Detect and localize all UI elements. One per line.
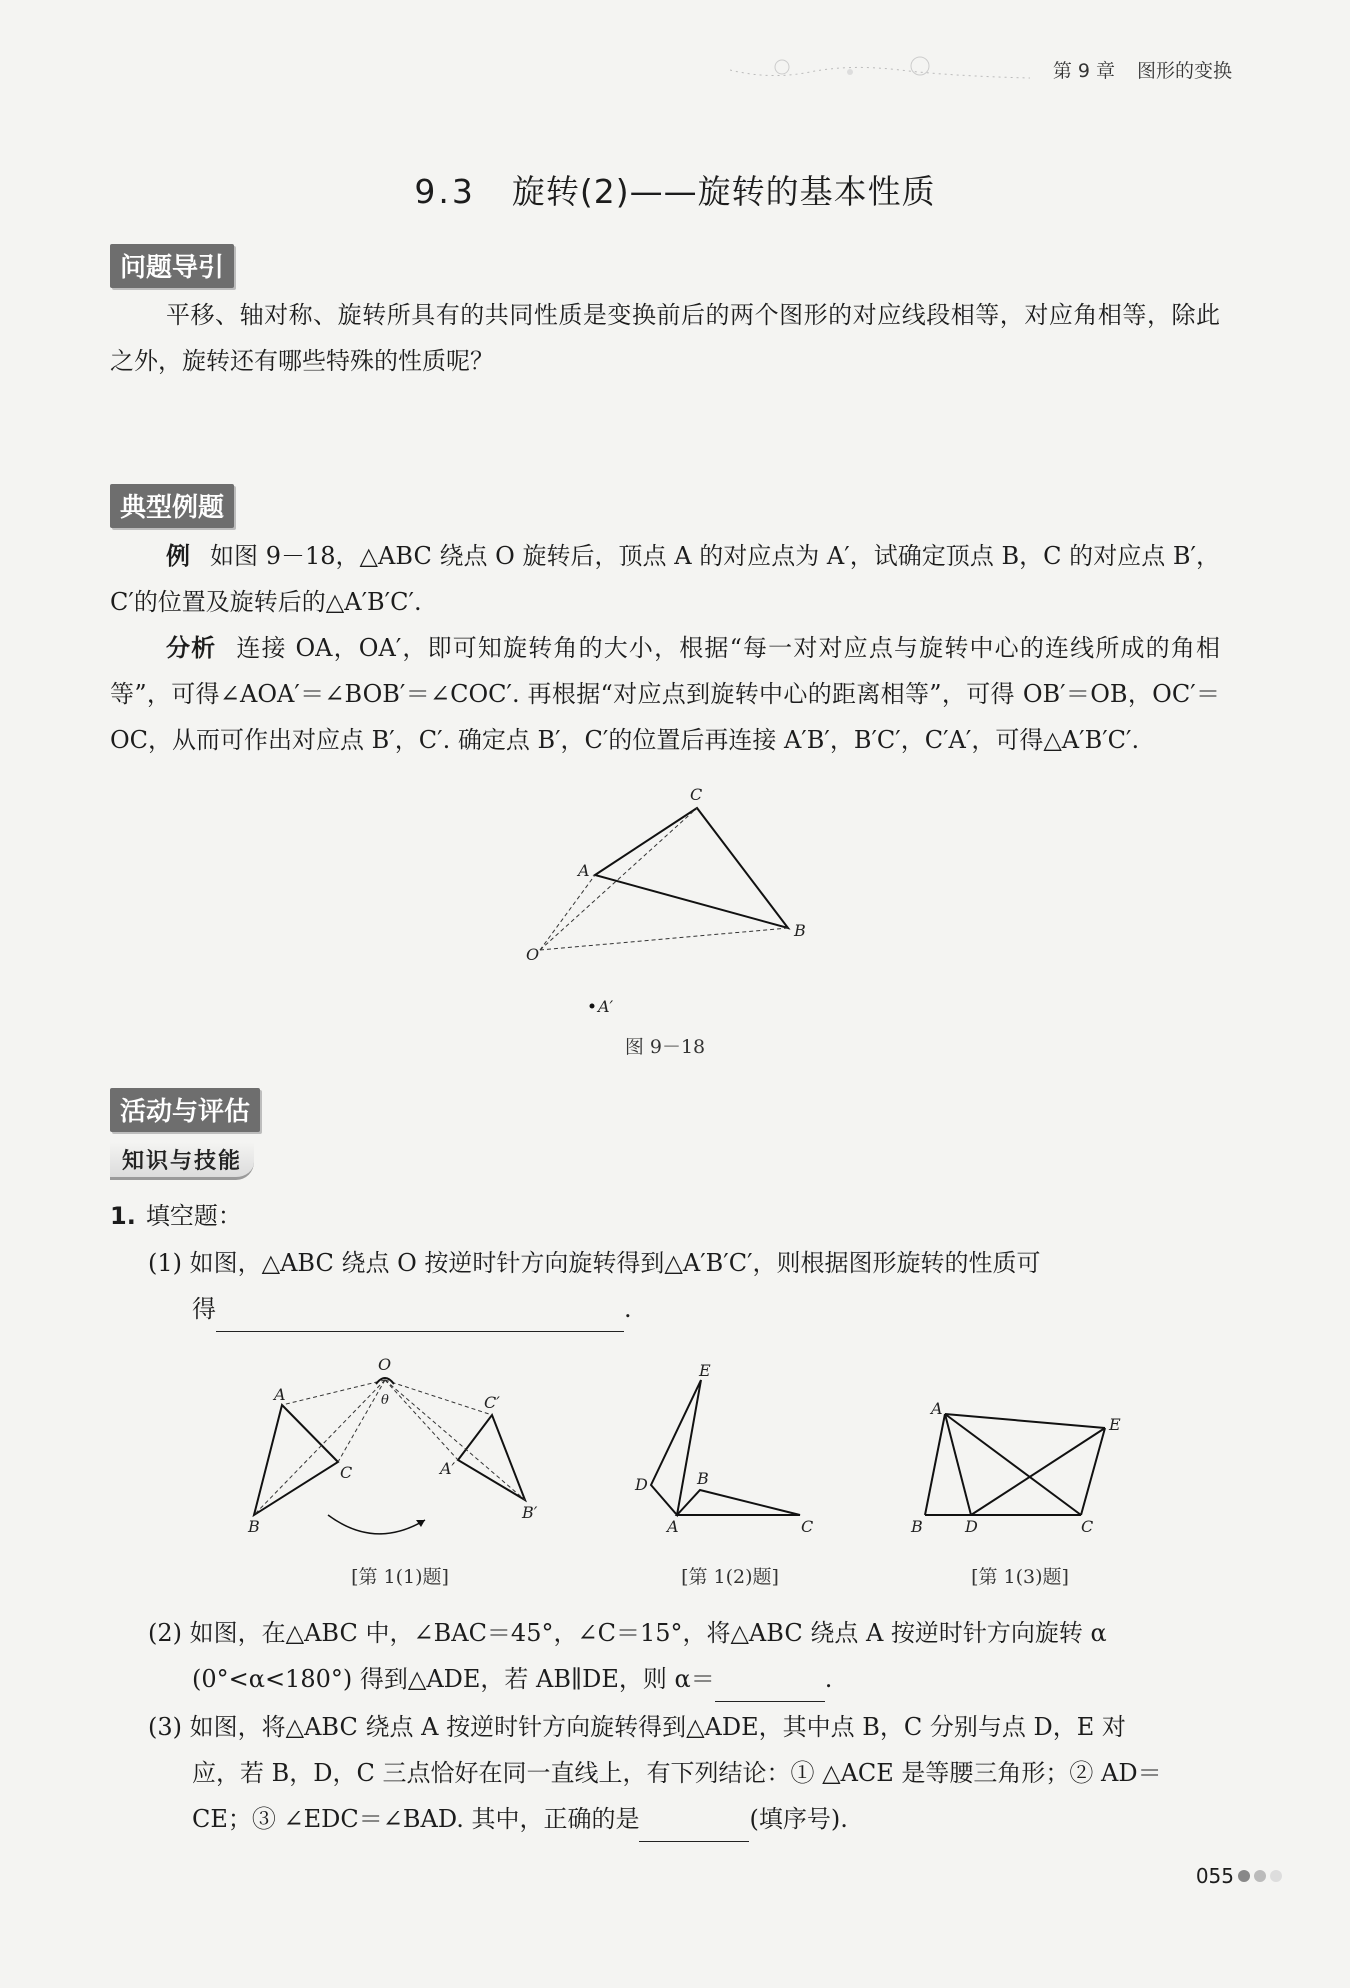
fig2-label-c: C [801, 1517, 814, 1536]
label-a-prime: A′ [598, 997, 614, 1016]
fig3-label-e: E [1109, 1415, 1121, 1434]
label-o: O [526, 945, 540, 964]
figure-9-18 [510, 780, 810, 1030]
intro-paragraph: 平移、轴对称、旋转所具有的共同性质是变换前后的两个图形的对应线段相等，对应角相等，除此之外，旋转还有哪些特殊的性质呢？ [110, 301, 1220, 375]
question-1-3-text2: 应，若 B，D，C 三点恰好在同一直线上，有下列结论：① △ACE 是等腰三角形；② AD＝ [192, 1759, 1162, 1787]
segment-ob [540, 928, 788, 950]
page-number [1196, 1864, 1282, 1888]
answer-blank-1-2[interactable] [715, 1671, 825, 1702]
analysis-text: 连接 OA，OA′，即可知旋转角的大小，根据“每一对对应点与旋转中心的连线所成的角相等”，可得∠AOA′＝∠BOB′＝∠COC′. 再根据“对应点到旋转中心的距离相等”，可得 OB′＝OB，OC′＝OC，从而可作出对应点 B′，C′. 确定点 B′，C′的位置后再连接 A′B′，B′C′，C′A′，可得△A′B′C′. [110, 634, 1220, 754]
analysis-paragraph [110, 625, 1220, 763]
fig3-label-c: C [1081, 1517, 1094, 1536]
question-1-number: 1. [110, 1202, 136, 1230]
tag-skills: 知识与技能 [110, 1142, 254, 1180]
figure-1-2-caption: [第 1(2)题] [681, 1566, 779, 1588]
segment-oc [540, 808, 697, 950]
page-dot-icon [1254, 1870, 1266, 1882]
section-title [0, 166, 1350, 213]
label-a: A [578, 861, 590, 880]
fig3-label-a: A [931, 1400, 943, 1418]
tag-activity: 活动与评估 [110, 1088, 260, 1132]
page-number-text: 055 [1195, 1864, 1234, 1888]
triangle-abc-fig1 [254, 1405, 338, 1515]
tag-intro: 问题导引 [110, 244, 234, 288]
section-title-text: 旋转(2)——旋转的基本性质 [511, 172, 936, 211]
page-dot-icon [1238, 1870, 1250, 1882]
label-c: C [690, 785, 703, 804]
header-topic: 图形的变换 [1136, 60, 1232, 82]
fig3-label-d: D [965, 1517, 978, 1536]
fig2-label-b: B [697, 1469, 709, 1488]
point-a-prime [590, 1004, 595, 1009]
fig1-label-o: O [378, 1355, 392, 1374]
question-1-2 [148, 1610, 1220, 1702]
fig1-label-a-prime: A′ [440, 1459, 456, 1478]
figure-1-3-caption: [第 1(3)题] [971, 1566, 1069, 1588]
triangle-abc [595, 808, 788, 928]
header-decoration [730, 50, 1030, 90]
page-dot-icon [1270, 1870, 1282, 1882]
example-label: 例 [166, 542, 191, 570]
question-1-1-end: . [624, 1295, 632, 1323]
question-1-2-line2 [148, 1656, 1220, 1702]
running-header [1053, 56, 1232, 83]
question-1-title: 填空题： [145, 1202, 242, 1230]
fig1-label-theta: θ [381, 1393, 389, 1408]
label-b: B [794, 921, 806, 940]
question-1-3-text: (3) 如图，将△ABC 绕点 A 按逆时针方向旋转得到△ADE，其中点 B，C 分别与点 D，E 对 [148, 1713, 1126, 1741]
triangle-abc-fig2 [677, 1490, 800, 1515]
question-1-1-text: (1) 如图，△ABC 绕点 O 按逆时针方向旋转得到△A′B′C′，则根据图形旋转的性质可 [148, 1249, 1041, 1277]
fig2-label-a: A [667, 1517, 679, 1536]
answer-blank-1-3[interactable] [639, 1811, 749, 1842]
example-paragraph [110, 533, 1220, 625]
segment-oa [540, 875, 595, 950]
header-chapter: 第 9 章 [1052, 60, 1115, 82]
tag-example: 典型例题 [110, 484, 234, 528]
fig2-label-e: E [699, 1361, 711, 1380]
question-1-3-text3: CE；③ ∠EDC＝∠BAD. 其中，正确的是 [192, 1805, 640, 1833]
question-1-heading [110, 1193, 242, 1239]
question-1-1-line2 [148, 1286, 1220, 1332]
question-1-3-line3 [148, 1796, 1220, 1842]
figure-1-1-caption: [第 1(1)题] [351, 1566, 449, 1588]
figure-1-2 [625, 1360, 825, 1540]
analysis-label: 分析 [166, 634, 217, 662]
answer-blank-1-1[interactable] [216, 1301, 624, 1332]
figure-9-18-caption: 图 9－18 [624, 1036, 706, 1058]
fig1-label-b-prime: B′ [522, 1503, 538, 1522]
question-1-2-text: (2) 如图，在△ABC 中，∠BAC＝45°，∠C＝15°，将△ABC 绕点 A 按逆时针方向旋转 α [148, 1619, 1107, 1647]
fig1-label-b: B [248, 1517, 260, 1536]
fig1-label-c: C [340, 1463, 353, 1482]
section-number: 9.3 [414, 172, 476, 211]
triangle-ade [651, 1380, 701, 1515]
figure-1-3 [905, 1400, 1135, 1540]
question-1-3 [148, 1704, 1220, 1842]
triangle-a-prime-b-prime-c-prime [458, 1415, 525, 1500]
question-1-1 [148, 1240, 1220, 1332]
rotation-arrow [328, 1515, 425, 1534]
fig1-label-a: A [274, 1385, 286, 1404]
question-1-2-end: . [824, 1665, 833, 1693]
question-1-2-text2: (0°<α<180°) 得到△ADE，若 AB∥DE，则 α＝ [192, 1665, 715, 1693]
example-text: 如图 9－18，△ABC 绕点 O 旋转后，顶点 A 的对应点为 A′，试确定顶点 B，C 的对应点 B′，C′的位置及旋转后的△A′B′C′. [110, 542, 1220, 616]
question-1-3-end: (填序号). [749, 1805, 848, 1833]
figure-1-1 [240, 1350, 560, 1540]
fig3-label-b: B [911, 1517, 923, 1536]
question-1-1-text2: 得 [192, 1295, 216, 1323]
fig2-label-d: D [635, 1475, 648, 1494]
fig1-label-c-prime: C′ [484, 1393, 500, 1412]
